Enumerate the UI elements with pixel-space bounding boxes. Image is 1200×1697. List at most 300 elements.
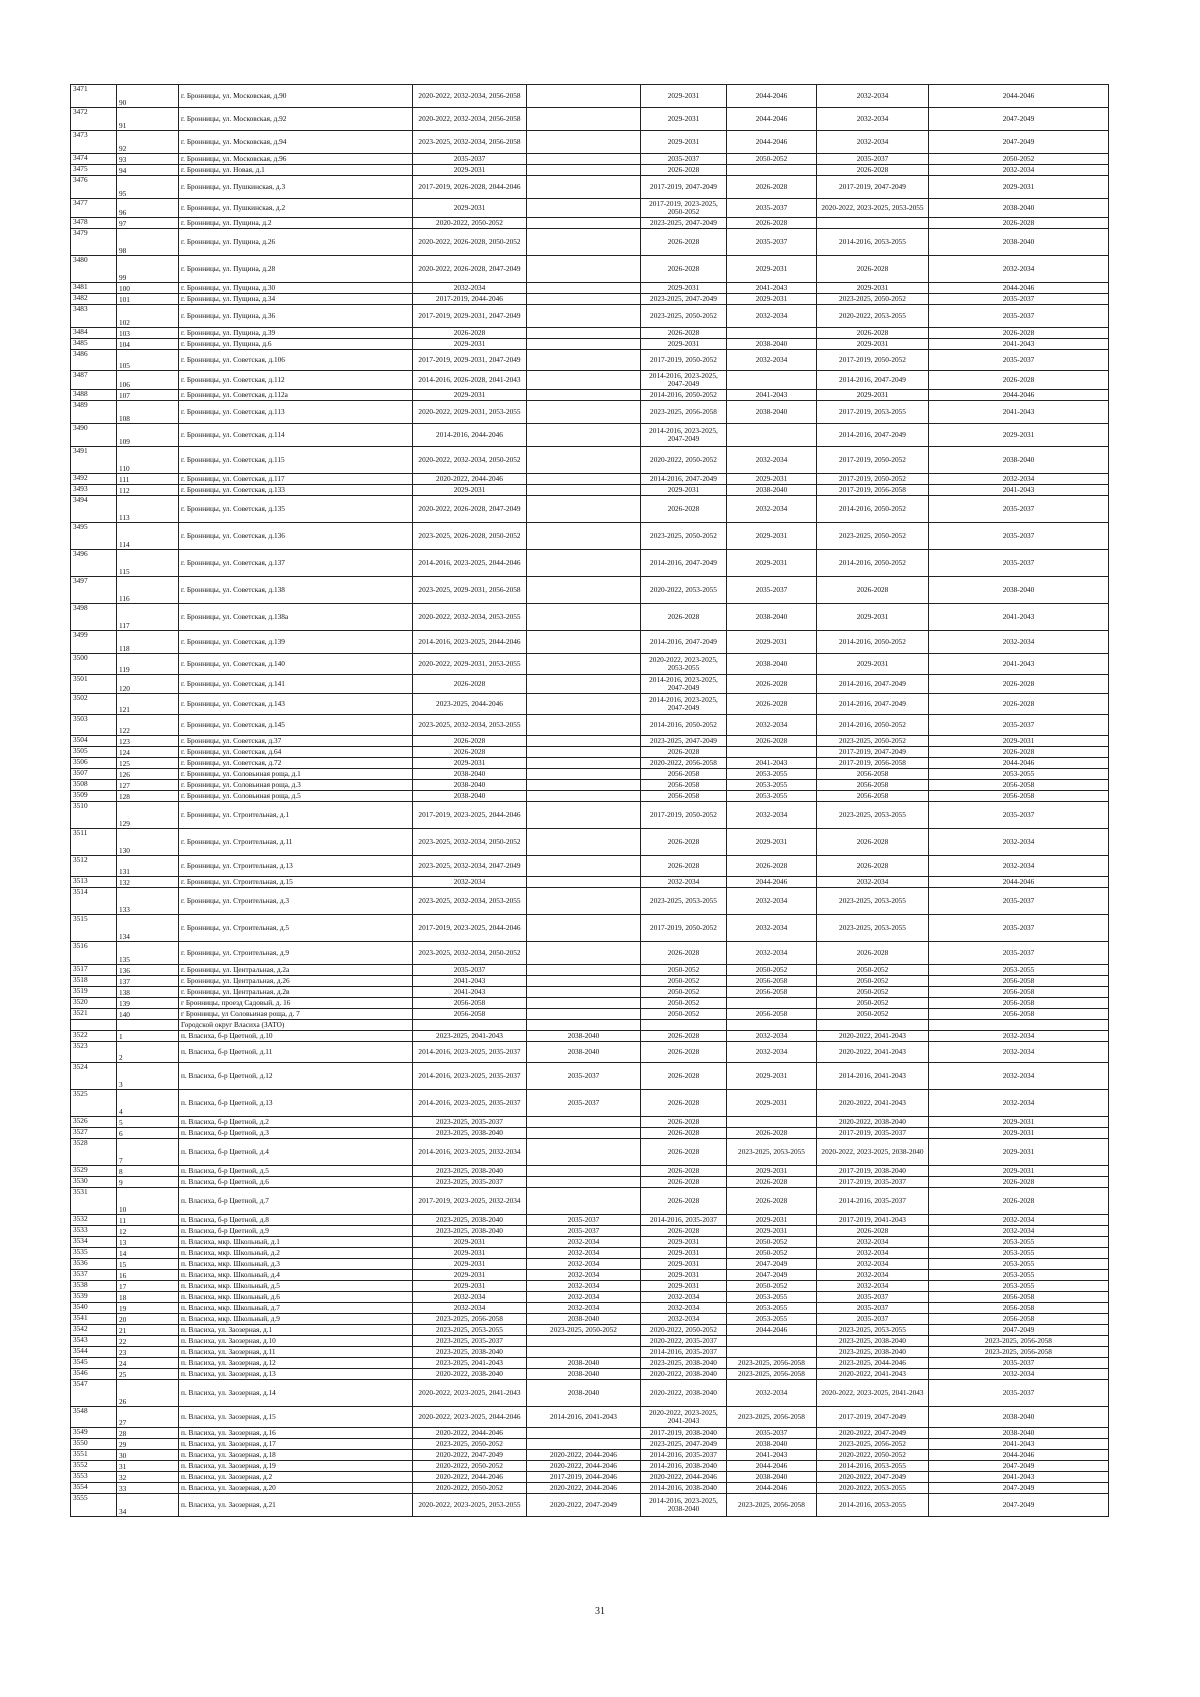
address: п. Власиха, ул. Заозерная, д.18 [179,1450,413,1461]
table-row [71,1407,1109,1428]
period-col-5: 2017-2019, 2056-2058 [817,758,929,769]
period-col-6: 2041-2043 [929,401,1109,424]
table-row [71,339,1109,350]
address: п. Власиха, ул. Заозерная, д.15 [179,1407,413,1428]
table-row [71,1439,1109,1450]
row-id: 3479 [71,229,117,256]
period-col-5: 2023-2025, 2038-2040 [817,1336,929,1347]
row-id: 3535 [71,1248,117,1259]
period-col-5: 2023-2025, 2053-2055 [817,888,929,915]
period-col-4: 2032-2034 [727,802,817,829]
period-col-3: 2020-2022, 2056-2058 [641,758,727,769]
period-col-6: 2032-2034 [929,1215,1109,1226]
period-col-3: 2014-2016, 2023-2025, 2047-2049 [641,424,727,447]
period-col-6: 2023-2025, 2056-2058 [929,1336,1109,1347]
row-number: 19 [117,1303,179,1314]
period-col-5: 2017-2019, 2050-2052 [817,350,929,371]
table-row [71,283,1109,294]
address: п. Власиха, б-р Цветной, д.6 [179,1177,413,1188]
address: г. Бронницы, ул. Центральная, д.26 [179,976,413,987]
row-id: 3555 [71,1494,117,1517]
row-id: 3493 [71,485,117,496]
period-col-3: 2026-2028 [641,1188,727,1215]
period-col-5: 2017-2019, 2047-2049 [817,747,929,758]
period-col-1: 2020-2022, 2032-2034, 2050-2052 [413,447,527,474]
row-number: 138 [117,987,179,998]
row-id: 3503 [71,715,117,736]
period-col-1: 2029-2031 [413,339,527,350]
period-col-6: 2047-2049 [929,108,1109,131]
period-col-1: 2023-2025, 2038-2040 [413,1128,527,1139]
period-col-5: 2017-2019, 2050-2052 [817,474,929,485]
period-col-5: 2014-2016, 2047-2049 [817,675,929,694]
table-row [71,390,1109,401]
period-col-4: 2029-2031 [727,829,817,856]
period-col-6: 2026-2028 [929,1188,1109,1215]
row-id: 3506 [71,758,117,769]
period-col-1: 2023-2025, 2050-2052 [413,1439,527,1450]
period-col-2 [527,496,641,523]
table-row [71,1139,1109,1166]
period-col-6: 2029-2031 [929,1166,1109,1177]
period-col-1: 2017-2019, 2023-2025, 2032-2034 [413,1188,527,1215]
table-row [71,577,1109,604]
period-col-2 [527,577,641,604]
period-col-1: 2056-2058 [413,998,527,1009]
period-col-1: 2023-2025, 2026-2028, 2050-2052 [413,523,527,550]
row-id: 3523 [71,1042,117,1063]
period-col-2 [527,339,641,350]
row-number: 33 [117,1483,179,1494]
row-id: 3513 [71,877,117,888]
period-col-2 [527,256,641,283]
row-id: 3549 [71,1428,117,1439]
address: г. Бронницы, ул. Пущина, д.39 [179,328,413,339]
period-col-4: 2032-2034 [727,1380,817,1407]
row-number: 92 [117,131,179,154]
row-id: 3488 [71,390,117,401]
row-number: 111 [117,474,179,485]
period-col-1: 2029-2031 [413,758,527,769]
table-row [71,108,1109,131]
period-col-6: 2053-2055 [929,1237,1109,1248]
address: п. Власиха, ул. Заозерная, д.20 [179,1483,413,1494]
row-number: 30 [117,1450,179,1461]
row-id: 3483 [71,305,117,328]
section-header-row [71,1020,1109,1031]
period-col-4: 2029-2031 [727,474,817,485]
period-col-3: 2029-2031 [641,108,727,131]
table-row [71,199,1109,218]
period-col-2 [527,154,641,165]
table-row [71,829,1109,856]
period-col-4: 2026-2028 [727,694,817,715]
table-row [71,1248,1109,1259]
table-row [71,736,1109,747]
period-col-3: 2026-2028 [641,496,727,523]
period-col-1: 2017-2019, 2023-2025, 2044-2046 [413,802,527,829]
period-col-4: 2035-2037 [727,1428,817,1439]
period-col-2: 2038-2040 [527,1042,641,1063]
period-col-1: 2017-2019, 2023-2025, 2044-2046 [413,915,527,942]
period-col-6: 2053-2055 [929,965,1109,976]
address: п. Власиха, б-р Цветной, д.2 [179,1117,413,1128]
period-col-4: 2038-2040 [727,1439,817,1450]
period-col-5: 2026-2028 [817,829,929,856]
period-col-1: 2017-2019, 2026-2028, 2044-2046 [413,176,527,199]
period-col-2 [527,791,641,802]
period-col-4: 2026-2028 [727,736,817,747]
row-number: 100 [117,283,179,294]
period-col-4: 2056-2058 [727,1009,817,1020]
table-row [71,604,1109,631]
period-col-2 [527,199,641,218]
period-col-4: 2032-2034 [727,350,817,371]
period-col-1: 2029-2031 [413,390,527,401]
row-id: 3553 [71,1472,117,1483]
row-id: 3554 [71,1483,117,1494]
period-col-6: 2056-2058 [929,1009,1109,1020]
table-row [71,523,1109,550]
period-col-5: 2050-2052 [817,965,929,976]
period-col-2 [527,694,641,715]
table-row [71,1380,1109,1407]
period-col-1: 2020-2022, 2026-2028, 2047-2049 [413,256,527,283]
period-col-3: 2032-2034 [641,877,727,888]
period-col-5: 2014-2016, 2053-2055 [817,1494,929,1517]
row-id: 3543 [71,1336,117,1347]
period-col-2 [527,877,641,888]
period-col-2 [527,654,641,675]
table-row [71,1281,1109,1292]
period-col-2 [527,829,641,856]
period-col-6 [929,1020,1109,1031]
period-col-6: 2032-2034 [929,1031,1109,1042]
period-col-4: 2029-2031 [727,631,817,654]
address: г. Бронницы, ул. Советская, д.140 [179,654,413,675]
period-col-1: 2020-2022, 2023-2025, 2041-2043 [413,1380,527,1407]
period-col-6: 2053-2055 [929,1248,1109,1259]
period-col-3: 2050-2052 [641,998,727,1009]
period-col-2 [527,131,641,154]
table-row [71,1325,1109,1336]
row-id: 3495 [71,523,117,550]
row-id: 3476 [71,176,117,199]
row-number: 110 [117,447,179,474]
period-col-5: 2014-2016, 2047-2049 [817,424,929,447]
row-id: 3504 [71,736,117,747]
period-col-3: 2026-2028 [641,229,727,256]
table-row [71,1347,1109,1358]
row-number: 21 [117,1325,179,1336]
period-col-3 [641,1020,727,1031]
period-col-6: 2056-2058 [929,987,1109,998]
period-col-4: 2032-2034 [727,888,817,915]
row-id: 3487 [71,371,117,390]
period-col-4: 2029-2031 [727,523,817,550]
period-col-3: 2020-2022, 2053-2055 [641,577,727,604]
address: г Бронницы, проезд Садовый, д. 16 [179,998,413,1009]
period-col-1: 2032-2034 [413,1303,527,1314]
period-col-4: 2038-2040 [727,401,817,424]
period-col-6: 2044-2046 [929,1450,1109,1461]
row-number: 28 [117,1428,179,1439]
address: п. Власиха, ул. Заозерная, д.2 [179,1472,413,1483]
period-col-1: 2023-2025, 2038-2040 [413,1347,527,1358]
table-row [71,1031,1109,1042]
table-row [71,631,1109,654]
address: г. Бронницы, ул. Советская, д.138а [179,604,413,631]
period-col-4: 2044-2046 [727,108,817,131]
period-col-2 [527,747,641,758]
table-row [71,987,1109,998]
period-col-4: 2026-2028 [727,856,817,877]
period-col-4 [727,1020,817,1031]
address: г. Бронницы, ул. Советская, д.145 [179,715,413,736]
period-col-4: 2038-2040 [727,604,817,631]
table-row [71,154,1109,165]
period-col-4: 2038-2040 [727,654,817,675]
row-number: 7 [117,1139,179,1166]
period-col-2 [527,1177,641,1188]
period-col-5: 2014-2016, 2050-2052 [817,715,929,736]
period-col-2 [527,758,641,769]
period-col-6: 2047-2049 [929,131,1109,154]
period-col-2: 2038-2040 [527,1358,641,1369]
period-col-2 [527,856,641,877]
row-number: 105 [117,350,179,371]
row-id: 3542 [71,1325,117,1336]
period-col-5: 2020-2022, 2038-2040 [817,1117,929,1128]
period-col-6: 2026-2028 [929,747,1109,758]
period-col-6: 2035-2037 [929,715,1109,736]
row-id: 3480 [71,256,117,283]
period-col-4: 2032-2034 [727,447,817,474]
period-col-2 [527,165,641,176]
period-col-5: 2023-2025, 2044-2046 [817,1358,929,1369]
table-row [71,747,1109,758]
address: п. Власиха, б-р Цветной, д.4 [179,1139,413,1166]
period-col-5: 2020-2022, 2041-2043 [817,1369,929,1380]
period-col-5: 2026-2028 [817,942,929,965]
row-number: 23 [117,1347,179,1358]
period-col-1: 2023-2025, 2032-2034, 2050-2052 [413,829,527,856]
row-number: 10 [117,1188,179,1215]
period-col-5: 2017-2019, 2047-2049 [817,1407,929,1428]
period-col-2: 2035-2037 [527,1090,641,1117]
table-row [71,654,1109,675]
period-col-2: 2023-2025, 2050-2052 [527,1325,641,1336]
row-number: 2 [117,1042,179,1063]
table-row [71,328,1109,339]
table-row [71,1314,1109,1325]
period-col-1: 2038-2040 [413,791,527,802]
period-col-6: 2041-2043 [929,654,1109,675]
period-col-6: 2047-2049 [929,1494,1109,1517]
period-col-6: 2056-2058 [929,780,1109,791]
row-number: 99 [117,256,179,283]
period-col-6: 2056-2058 [929,1303,1109,1314]
period-col-1: 2023-2025, 2038-2040 [413,1166,527,1177]
address: Городской округ Власиха (ЗАТО) [179,1020,413,1031]
period-col-1: 2029-2031 [413,485,527,496]
address: г. Бронницы, ул. Строительная, д.5 [179,915,413,942]
address: г. Бронницы, ул. Строительная, д.11 [179,829,413,856]
period-col-4: 2032-2034 [727,942,817,965]
period-col-5: 2017-2019, 2041-2043 [817,1215,929,1226]
period-col-6: 2056-2058 [929,791,1109,802]
row-id: 3531 [71,1188,117,1215]
table-row [71,888,1109,915]
period-col-2 [527,1428,641,1439]
row-number: 12 [117,1226,179,1237]
row-id: 3540 [71,1303,117,1314]
period-col-4: 2056-2058 [727,987,817,998]
period-col-4 [727,424,817,447]
period-col-1: 2029-2031 [413,1237,527,1248]
period-col-2 [527,305,641,328]
period-col-3: 2023-2025, 2050-2052 [641,523,727,550]
table-row [71,1358,1109,1369]
period-col-1: 2023-2025, 2035-2037 [413,1177,527,1188]
row-id: 3496 [71,550,117,577]
period-col-4: 2041-2043 [727,390,817,401]
period-col-3: 2026-2028 [641,1117,727,1128]
table-row [71,1117,1109,1128]
period-col-4: 2032-2034 [727,915,817,942]
row-number: 123 [117,736,179,747]
period-col-5: 2020-2022, 2023-2025, 2053-2055 [817,199,929,218]
row-id: 3518 [71,976,117,987]
period-col-1: 2014-2016, 2023-2025, 2032-2034 [413,1139,527,1166]
address: г. Бронницы, ул. Строительная, д.15 [179,877,413,888]
address: п. Власиха, б-р Цветной, д.13 [179,1090,413,1117]
table-row [71,1215,1109,1226]
row-number: 133 [117,888,179,915]
table-row [71,1009,1109,1020]
period-col-4: 2035-2037 [727,199,817,218]
row-id: 3509 [71,791,117,802]
period-col-1: 2023-2025, 2044-2046 [413,694,527,715]
period-col-2 [527,888,641,915]
row-id: 3530 [71,1177,117,1188]
address: г. Бронницы, ул. Советская, д.106 [179,350,413,371]
address: г. Бронницы, ул. Советская, д.64 [179,747,413,758]
period-col-6: 2053-2055 [929,1259,1109,1270]
period-col-4: 2044-2046 [727,1483,817,1494]
period-col-2: 2038-2040 [527,1380,641,1407]
period-col-4: 2038-2040 [727,1472,817,1483]
table-row [71,1483,1109,1494]
row-id: 3538 [71,1281,117,1292]
row-id: 3514 [71,888,117,915]
address: г. Бронницы, ул. Пущина, д.6 [179,339,413,350]
period-col-3: 2020-2022, 2038-2040 [641,1369,727,1380]
period-col-3: 2029-2031 [641,1259,727,1270]
period-col-6: 2038-2040 [929,199,1109,218]
period-col-5: 2014-2016, 2047-2049 [817,694,929,715]
address: п. Власиха, б-р Цветной, д.7 [179,1188,413,1215]
period-col-3: 2026-2028 [641,829,727,856]
period-col-1: 2029-2031 [413,165,527,176]
row-number: 5 [117,1117,179,1128]
period-col-1: 2020-2022, 2026-2028, 2047-2049 [413,496,527,523]
period-col-3: 2026-2028 [641,1177,727,1188]
period-col-2 [527,987,641,998]
period-col-2 [527,283,641,294]
period-col-4: 2041-2043 [727,1450,817,1461]
period-col-1: 2026-2028 [413,736,527,747]
period-col-5: 2026-2028 [817,856,929,877]
period-col-6: 2044-2046 [929,877,1109,888]
period-col-6: 2041-2043 [929,1472,1109,1483]
period-col-3: 2014-2016, 2047-2049 [641,631,727,654]
row-number: 98 [117,229,179,256]
address: п. Власиха, мкр. Школьный, д.9 [179,1314,413,1325]
address: г. Бронницы, ул. Пущина, д.36 [179,305,413,328]
address: г. Бронницы, ул. Советская, д.139 [179,631,413,654]
period-col-5: 2017-2019, 2035-2037 [817,1177,929,1188]
period-col-4 [727,998,817,1009]
address: п. Власиха, мкр. Школьный, д.3 [179,1259,413,1270]
table-row [71,218,1109,229]
period-col-6: 2032-2034 [929,631,1109,654]
period-col-4: 2050-2052 [727,1248,817,1259]
period-col-4: 2023-2025, 2056-2058 [727,1358,817,1369]
period-col-3: 2020-2022, 2044-2046 [641,1472,727,1483]
period-col-6: 2041-2043 [929,485,1109,496]
period-col-4: 2053-2055 [727,1314,817,1325]
period-col-6: 2038-2040 [929,577,1109,604]
row-id: 3507 [71,769,117,780]
table-row [71,85,1109,108]
period-col-1: 2020-2022, 2050-2052 [413,218,527,229]
address: г. Бронницы, ул. Пущина, д.30 [179,283,413,294]
period-col-5: 2020-2022, 2047-2049 [817,1472,929,1483]
period-col-1: 2017-2019, 2029-2031, 2047-2049 [413,350,527,371]
period-col-2 [527,294,641,305]
period-col-1: 2029-2031 [413,1270,527,1281]
period-col-1: 2026-2028 [413,675,527,694]
address: г. Бронницы, ул. Советская, д.115 [179,447,413,474]
period-col-1: 2035-2037 [413,965,527,976]
period-col-5: 2035-2037 [817,1292,929,1303]
period-col-4: 2026-2028 [727,176,817,199]
address: п. Власиха, ул. Заозерная, д.19 [179,1461,413,1472]
period-col-3: 2017-2019, 2023-2025, 2050-2052 [641,199,727,218]
period-col-4: 2026-2028 [727,1128,817,1139]
period-col-3: 2056-2058 [641,780,727,791]
period-col-1: 2014-2016, 2023-2025, 2035-2037 [413,1090,527,1117]
row-id: 3527 [71,1128,117,1139]
period-col-2 [527,802,641,829]
address: п. Власиха, ул. Заозерная, д.13 [179,1369,413,1380]
row-number: 103 [117,328,179,339]
period-col-3: 2050-2052 [641,965,727,976]
period-col-1: 2035-2037 [413,154,527,165]
address: г. Бронницы, ул. Советская, д.133 [179,485,413,496]
address: г. Бронницы, ул. Центральная, д.2в [179,987,413,998]
address: г. Бронницы, ул. Соловьиная роща, д.3 [179,780,413,791]
period-col-1: 2041-2043 [413,987,527,998]
period-col-2 [527,371,641,390]
row-id: 3520 [71,998,117,1009]
table-row [71,1090,1109,1117]
period-col-3: 2023-2025, 2047-2049 [641,218,727,229]
row-id: 3471 [71,85,117,108]
period-col-6: 2026-2028 [929,1177,1109,1188]
row-number: 31 [117,1461,179,1472]
